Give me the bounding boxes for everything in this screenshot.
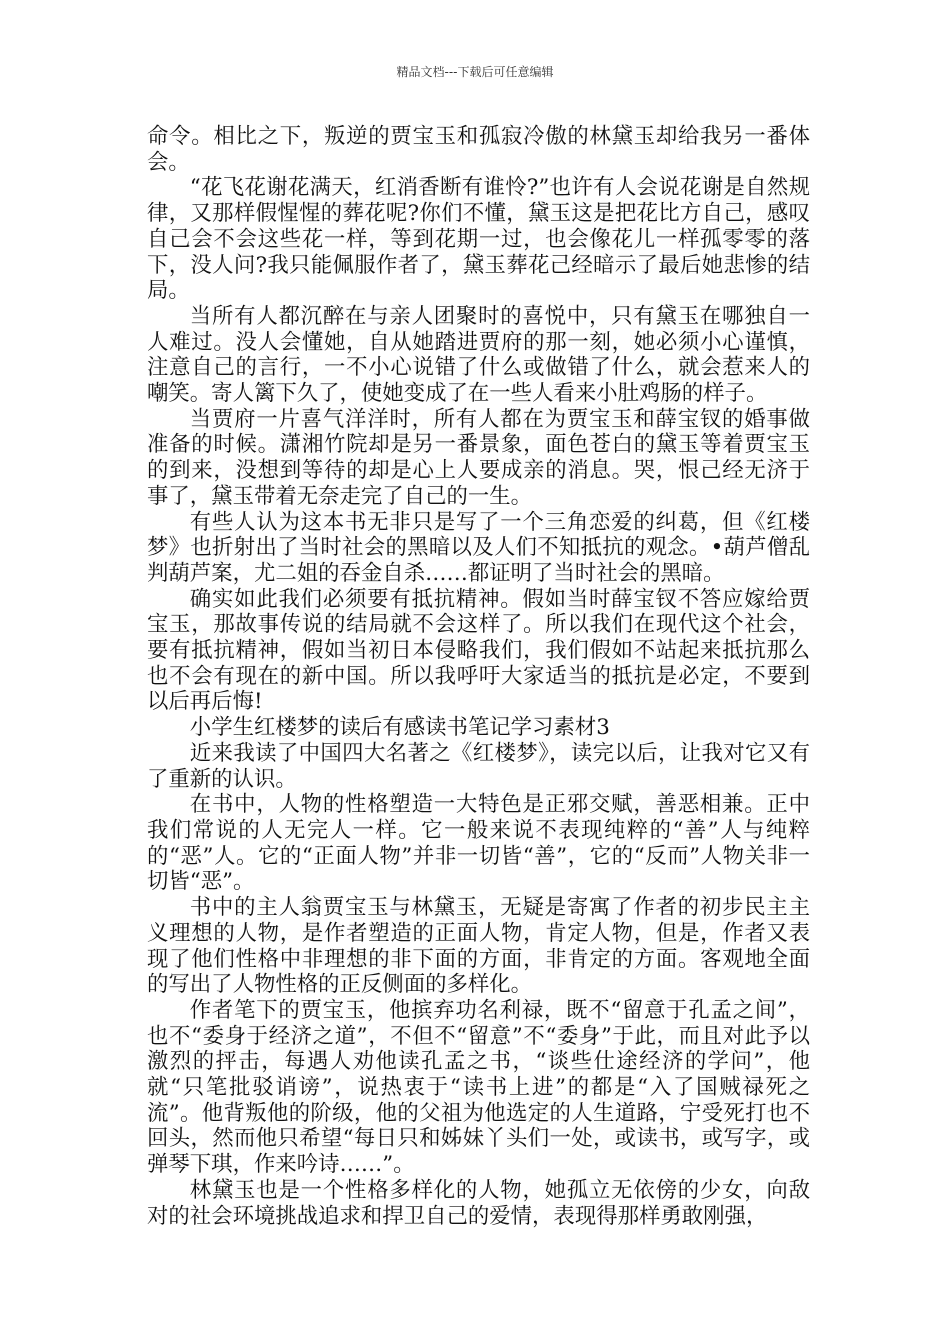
paragraph: 作者笔下的贾宝玉，他摈弃功名利禄，既不“留意于孔孟之间”，也不“委身于经济之道”，不但不“留意”不“委身”于此，而且对此予以激烈的抨击，每遇人劝他读孔孟之书，“谈些仕途经济的学问”，他就“只笔批驳诮谤”，说热衷于“读书上进”的都是“入了国贼禄死之流”。他背叛他的阶级，他的父祖为他选定的人生道路，宁受死打也不回头，然而他只希望“每日只和姊妹丫头们一处，或读书，或写字，或弹琴下琪，作来吟诗……”。 — [147, 997, 810, 1178]
paragraph: 林黛玉也是一个性格多样化的人物，她孤立无依傍的少女，向敌对的社会环境挑战追求和捍卫自己的爱情，表现得那样勇敢刚强， — [147, 1177, 810, 1229]
document-body — [147, 124, 810, 1229]
paragraph: “花飞花谢花满天，红消香断有谁怜?”也许有人会说花谢是自然规律，又那样假惺惺的葬花呢?你们不懂，黛玉这是把花比方自己，感叹自己会不会这些花一样，等到花期一过，也会像花儿一样孤零零的落下，没人问?我只能佩服作者了，黛玉葬花己经暗示了最后她悲惨的结局。 — [147, 175, 810, 304]
paragraph: 当贾府一片喜气洋洋时，所有人都在为贾宝玉和薛宝钗的婚事做准备的时候。潇湘竹院却是另一番景象，面色苍白的黛玉等着贾宝玉的到来，没想到等待的却是心上人要成亲的消息。哭，恨己经无济于事了，黛玉带着无奈走完了自己的一生。 — [147, 406, 810, 509]
paragraph: 近来我读了中国四大名著之《红楼梦》，读完以后，让我对它又有了重新的认识。 — [147, 740, 810, 792]
paragraph: 确实如此我们必须要有抵抗精神。假如当时薛宝钗不答应嫁给贾宝玉，那故事传说的结局就不会这样了。所以我们在现代这个社会，要有抵抗精神，假如当初日本侵略我们，我们假如不站起来抵抗那么也不会有现在的新中国。所以我呼吁大家适当的抵抗是必定，不要到以后再后悔! — [147, 586, 810, 715]
paragraph: 有些人认为这本书无非只是写了一个三角恋爱的纠葛，但《红楼梦》也折射出了当时社会的黑暗以及人们不知抵抗的观念。•葫芦僧乱判葫芦案，尤二姐的吞金自杀……都证明了当时社会的黑暗。 — [147, 509, 810, 586]
paragraph: 书中的主人翁贾宝玉与林黛玉，无疑是寄寓了作者的初步民主主义理想的人物，是作者塑造的正面人物，肯定人物，但是，作者又表现了他们性格中非理想的非下面的方面，非肯定的方面。客观地全面的写出了人物性格的正反侧面的多样化。 — [147, 895, 810, 998]
paragraph: 当所有人都沉醉在与亲人团聚时的喜悦中，只有黛玉在哪独自一人难过。没人会懂她，自从她踏进贾府的那一刻，她必须小心谨慎，注意自己的言行，一不小心说错了什么或做错了什么，就会惹来人的嘲笑。寄人篱下久了，使她变成了在一些人看来小肚鸡肠的样子。 — [147, 303, 810, 407]
paragraph: 命令。相比之下，叛逆的贾宝玉和孤寂冷傲的林黛玉却给我另一番体会。 — [147, 124, 810, 175]
paragraph: 在书中，人物的性格塑造一大特色是正邪交赋，善恶相兼。正中我们常说的人无完人一样。它一般来说不表现纯粹的“善”人与纯粹的“恶”人。它的“正面人物”并非一切皆“善”，它的“反而”人物关非一切皆“恶”。 — [147, 792, 810, 895]
section-heading: 小学生红楼梦的读后有感读书笔记学习素材3 — [189, 715, 610, 741]
page-header: 精品文档---下载后可任意编辑 — [396, 65, 554, 79]
